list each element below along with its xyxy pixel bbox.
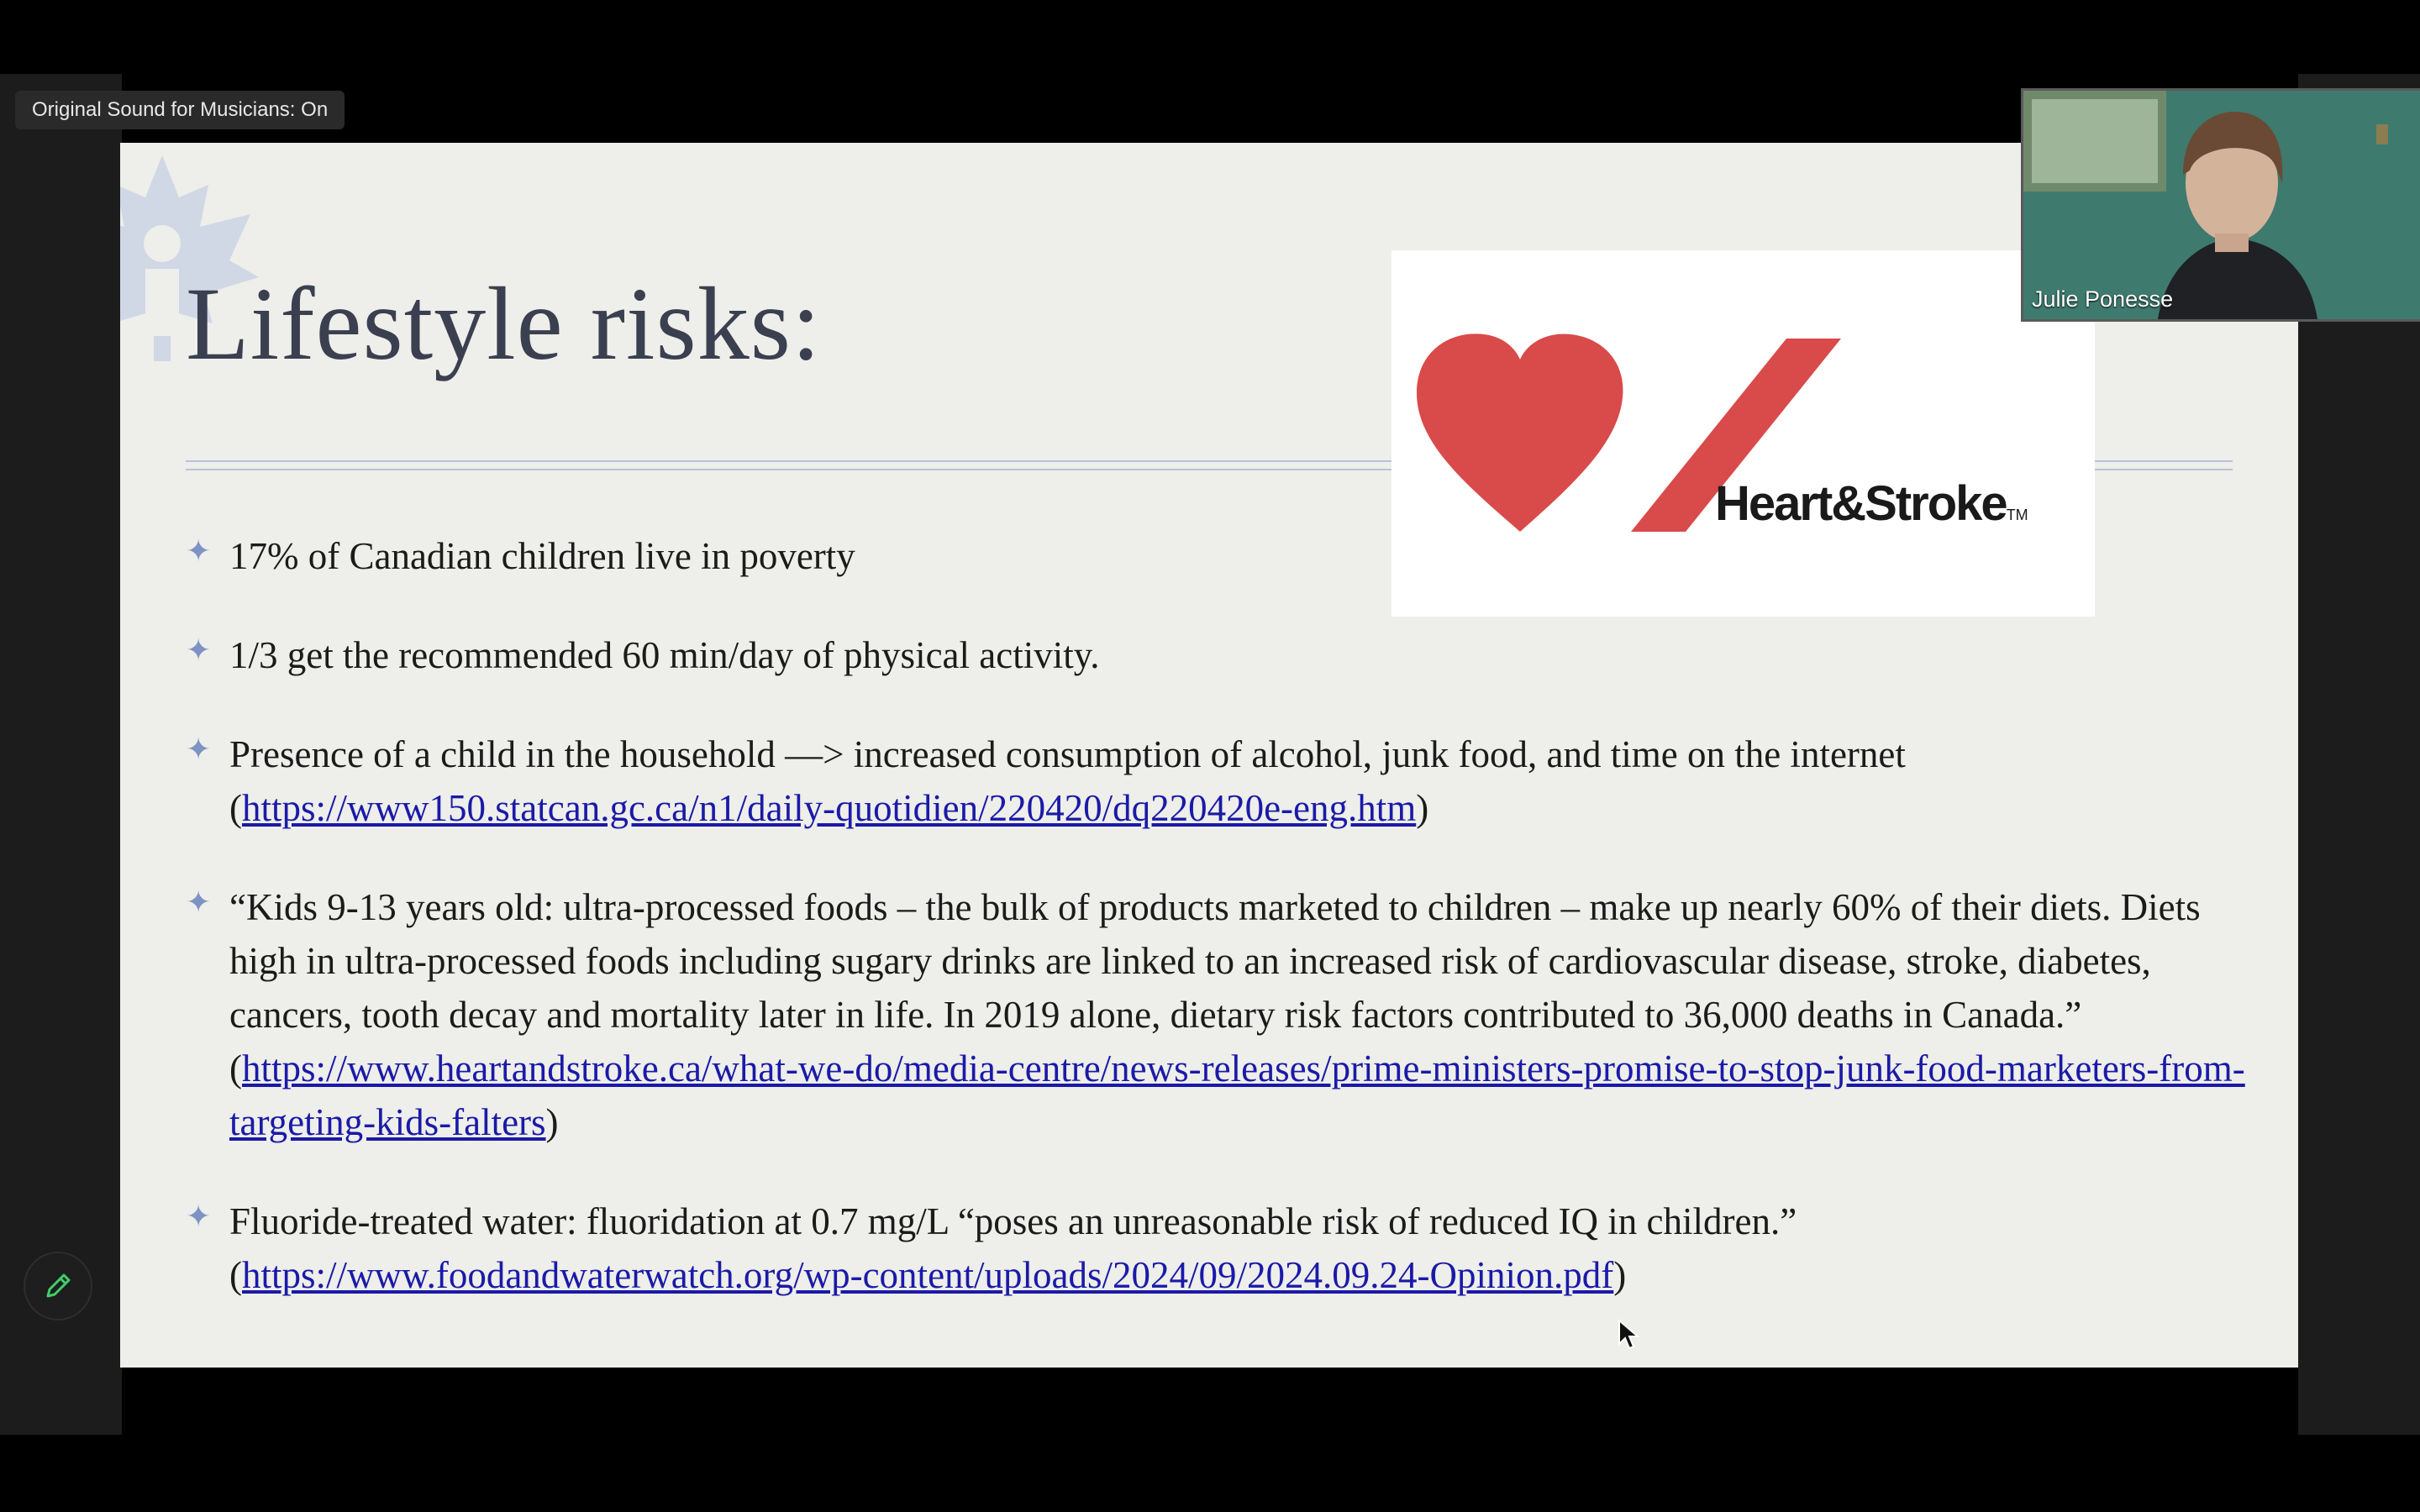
bullet-text: 17% of Canadian children live in poverty	[229, 535, 855, 577]
bullet-item	[186, 529, 2253, 583]
bullet-text-after: )	[545, 1101, 559, 1143]
left-panel	[0, 74, 122, 1435]
bullet-marker-icon: ✦	[186, 1200, 212, 1233]
participant-video-feed	[2023, 91, 2420, 319]
bullet-text: Fluoride-treated water: fluoridation at 0.7 mg/L “poses an unreasonable risk of reduced IQ in children.” (	[229, 1200, 1797, 1296]
heartandstroke-link[interactable]: https://www.heartandstroke.ca/what-we-do/media-centre/news-releases/prime-ministers-promise-to-stop-junk-food-marketers-from-targeting-kids-falters	[229, 1047, 2245, 1143]
bullet-marker-icon: ✦	[186, 534, 212, 568]
shared-slide	[120, 143, 2298, 1368]
bullet-item	[186, 1194, 2253, 1302]
slide-title: Lifestyle risks:	[186, 266, 822, 381]
bullet-marker-icon: ✦	[186, 885, 212, 919]
bullet-item	[186, 727, 2253, 835]
bullet-text: “Kids 9-13 years old: ultra-processed foods – the bulk of products marketed to children – make up nearly 60% of their diets. Diets high in ultra-processed foods including sugary drinks are linked to an increased risk of cardiovascular disease, stroke, diabetes, cancers, tooth decay and mortality later in life. In 2019 alone, dietary risk factors contributed to 36,000 deaths in Canada.” (	[229, 886, 2201, 1089]
bullet-text-after: )	[1613, 1254, 1627, 1296]
bullet-text-after: )	[1416, 787, 1429, 829]
brand-name: Heart&Stroke	[1715, 476, 2007, 531]
foodandwaterwatch-link[interactable]: https://www.foodandwaterwatch.org/wp-content/uploads/2024/09/2024.09.24-Opinion.pdf	[242, 1254, 1614, 1296]
bullet-text: 1/3 get the recommended 60 min/day of physical activity.	[229, 634, 1100, 676]
original-sound-status[interactable]: Original Sound for Musicians: On	[15, 91, 345, 129]
bullet-text: Presence of a child in the household —> increased consumption of alcohol, junk food, and time on the internet (	[229, 733, 1906, 829]
annotate-button[interactable]	[24, 1252, 92, 1320]
mouse-pointer-icon	[1618, 1319, 1641, 1352]
statcan-link[interactable]: https://www150.statcan.gc.ca/n1/daily-quotidien/220420/dq220420e-eng.htm	[242, 787, 1417, 829]
pencil-icon	[41, 1269, 75, 1303]
trademark-symbol: TM	[2006, 507, 2028, 523]
heart-and-stroke-wordmark	[1715, 475, 2028, 532]
bullet-item	[186, 880, 2253, 1149]
participant-name: Julie Ponesse	[2032, 286, 2174, 312]
participant-video-tile[interactable]	[2021, 88, 2420, 322]
bullet-item	[186, 628, 2253, 682]
bullet-list	[186, 529, 2253, 1347]
bullet-marker-icon: ✦	[186, 633, 212, 667]
bullet-marker-icon: ✦	[186, 732, 212, 766]
